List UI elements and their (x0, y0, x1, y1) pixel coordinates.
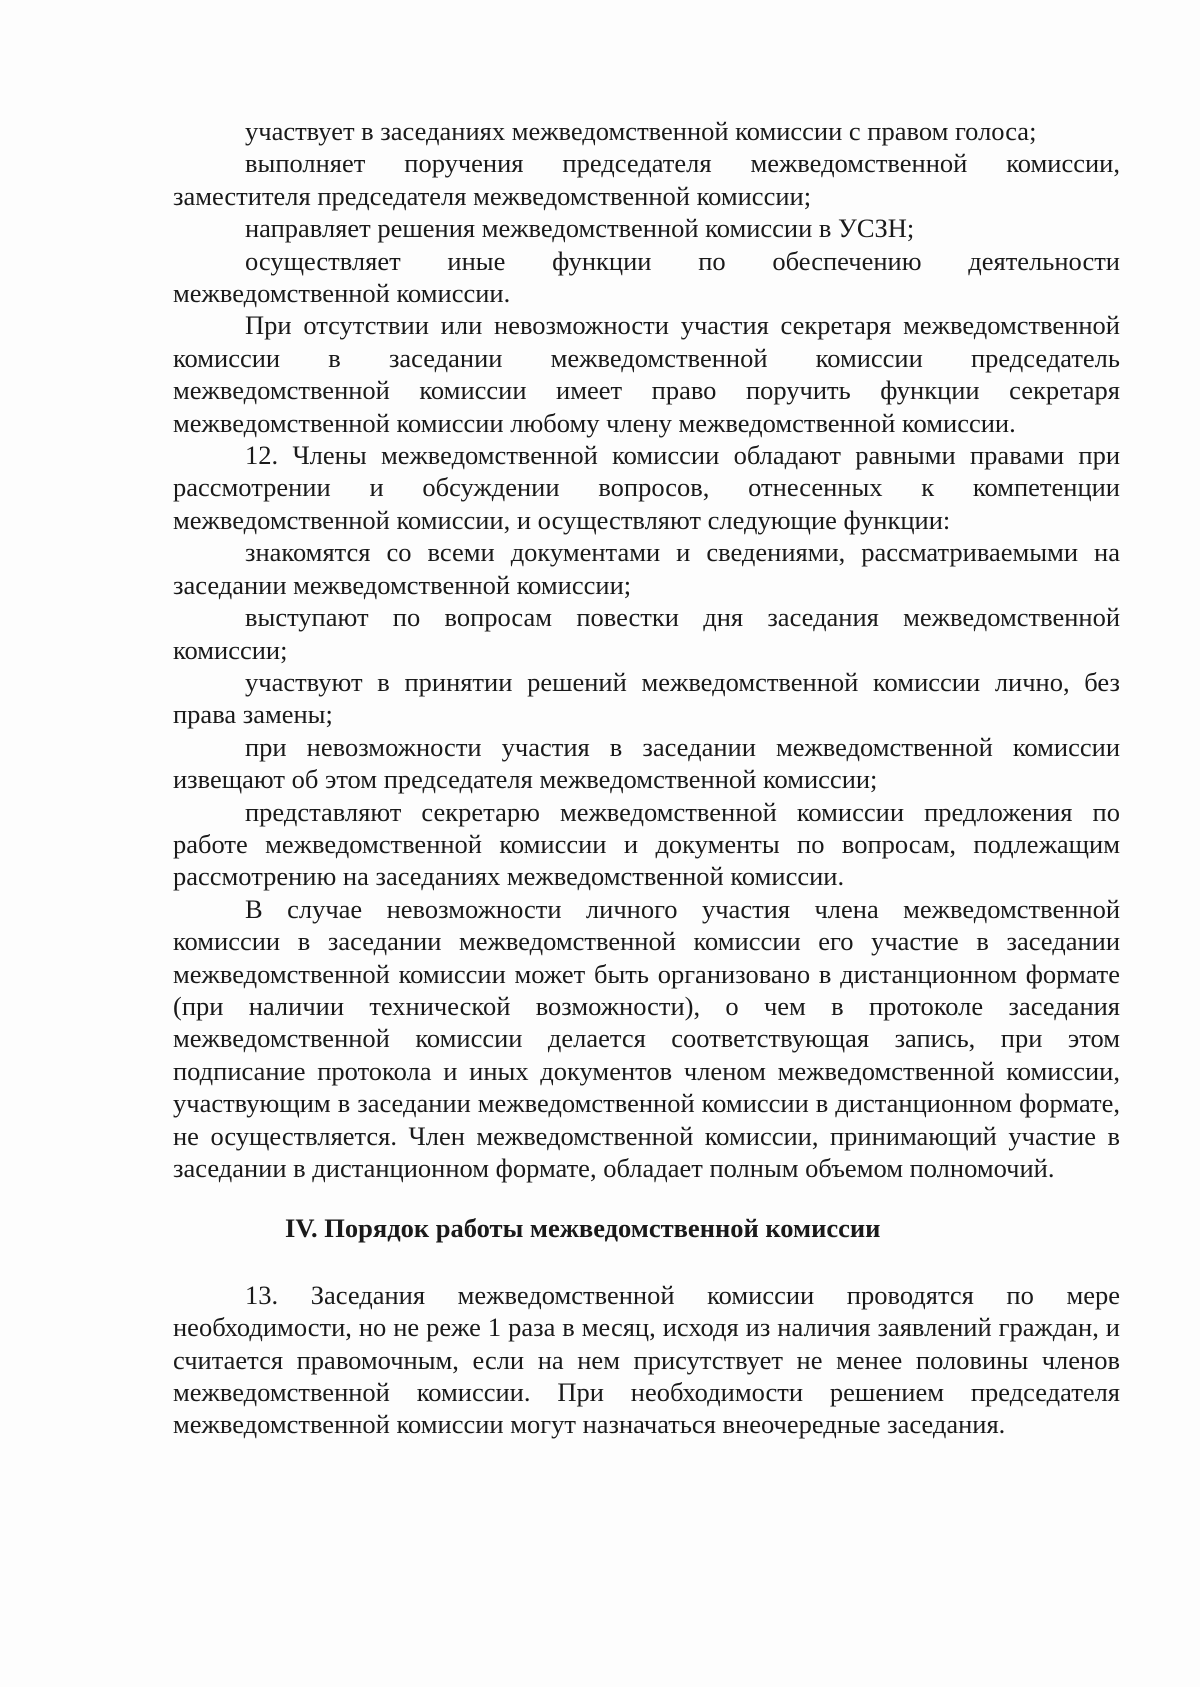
paragraph: выступают по вопросам повестки дня заседания межведомственной комиссии; (173, 602, 1120, 665)
paragraph: В случае невозможности личного участия члена межведомственной комиссии в заседании межведомственной комиссии его участие в заседании межведомственной комиссии может быть организовано в дистанционном формате (при наличии технической возможности), о чем в протоколе заседания межведомственной комиссии делается соответствующая запись, при этом подписание протокола и иных документов членом межведомственной комиссии, участвующим в заседании межведомственной комиссии в дистанционном формате, не осуществляется. Член межведомственной комиссии, принимающий участие в заседании в дистанционном формате, обладает полным объемом полномочий. (173, 893, 1120, 1183)
paragraph: 12. Члены межведомственной комиссии обладают равными правами при рассмотрении и обсуждении вопросов, отнесенных к компетенции межведомственной комиссии, и осуществляют следующие функции: (173, 440, 1120, 535)
paragraph: направляет решения межведомственной комиссии в УСЗН; (245, 213, 915, 244)
paragraph: участвуют в принятии решений межведомственной комиссии лично, без права замены; (173, 666, 1120, 730)
paragraph: осуществляет иные функции по обеспечению деятельности межведомственной комиссии. (173, 245, 1120, 309)
paragraph: участвует в заседаниях межведомственной комиссии с правом голоса; (245, 116, 1037, 146)
document-body (173, 115, 1120, 1441)
paragraph: при невозможности участия в заседании межведомственной комиссии извещают об этом председателя межведомственной комиссии; (173, 731, 1120, 795)
paragraph: знакомятся со всеми документами и сведениями, рассматриваемыми на заседании межведомственной комиссии; (173, 537, 1120, 600)
paragraph: 13. Заседания межведомственной комиссии проводятся по мере необходимости, но не реже 1 раза в месяц, исходя из наличия заявлений граждан, и считается правомочным, если на нем присутствует не менее половины членов межведомственной комиссии. При необходимости решением председателя межведомственной комиссии могут назначаться внеочередные заседания. (173, 1279, 1120, 1440)
paragraph: При отсутствии или невозможности участия секретаря межведомственной комиссии в заседании межведомственной комиссии председатель межведомственной комиссии имеет право поручить функции секретаря межведомственной комиссии любому члену межведомственной комиссии. (173, 310, 1120, 438)
paragraph: представляют секретарю межведомственной комиссии предложения по работе межведомственной комиссии и документы по вопросам, подлежащим рассмотрению на заседаниях межведомственной комиссии. (173, 796, 1120, 892)
paragraph: выполняет поручения председателя межведомственной комиссии, заместителя председателя межведомственной комиссии; (173, 148, 1120, 211)
section-heading: IV. Порядок работы межведомственной комиссии (285, 1213, 881, 1244)
